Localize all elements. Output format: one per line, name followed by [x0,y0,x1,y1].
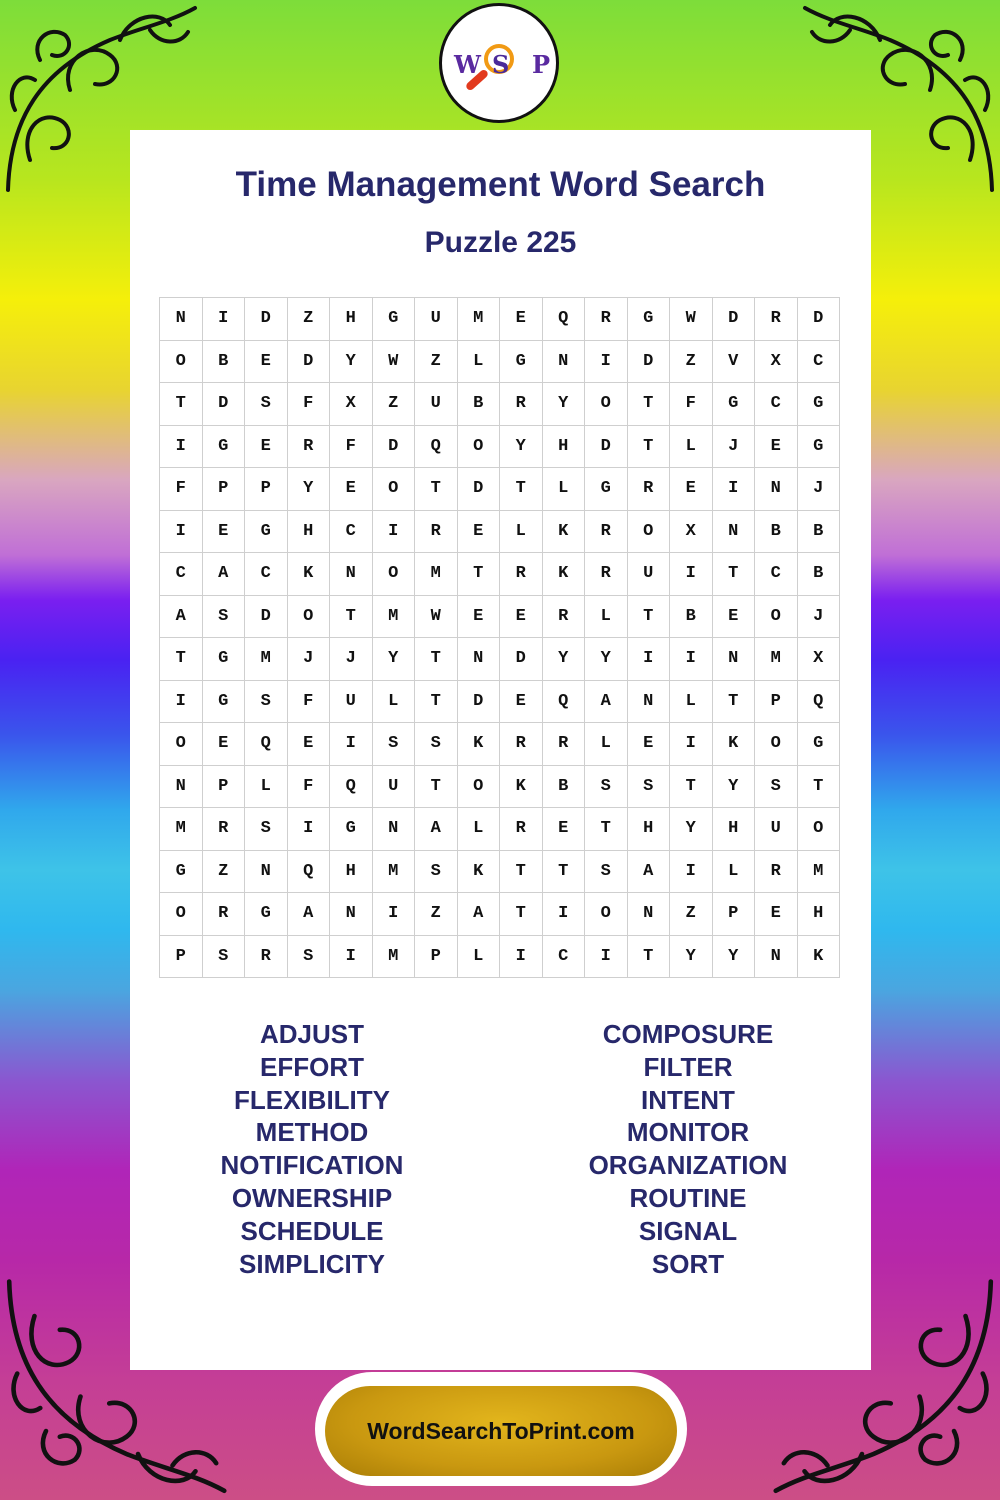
grid-cell[interactable]: W [415,596,458,639]
grid-cell[interactable]: Y [713,766,756,809]
grid-cell[interactable]: A [203,553,246,596]
page-title: Time Management Word Search [235,165,766,204]
grid-cell[interactable]: C [798,341,841,384]
word-item: NOTIFICATION [220,1150,404,1181]
grid-cell[interactable]: T [713,681,756,724]
grid-cell[interactable]: I [203,298,246,341]
grid-cell[interactable]: D [288,341,331,384]
site-link[interactable]: WordSearchToPrint.com [325,1386,677,1476]
grid-cell[interactable]: L [670,426,713,469]
grid-cell[interactable]: G [330,808,373,851]
grid-cell[interactable]: E [755,426,798,469]
grid-cell[interactable]: M [755,638,798,681]
grid-cell[interactable]: Y [500,426,543,469]
grid-cell[interactable]: Z [288,298,331,341]
grid-cell[interactable]: T [160,638,203,681]
grid-cell[interactable]: T [415,638,458,681]
grid-cell[interactable]: R [415,511,458,554]
word-item: SORT [651,1248,725,1279]
puzzle-card [130,130,871,1370]
grid-cell[interactable]: I [373,511,416,554]
grid-cell[interactable]: R [203,893,246,936]
grid-cell[interactable]: G [245,511,288,554]
grid-cell[interactable]: F [330,426,373,469]
word-item: COMPOSURE [602,1019,774,1049]
grid-cell[interactable]: B [798,553,841,596]
grid-cell[interactable]: E [713,596,756,639]
grid-cell[interactable]: M [373,936,416,979]
grid-cell[interactable]: C [160,553,203,596]
grid-cell[interactable]: S [628,766,671,809]
grid-cell[interactable]: W [670,298,713,341]
grid-cell[interactable]: N [245,851,288,894]
grid-cell[interactable]: Q [543,298,586,341]
grid-cell[interactable]: F [288,766,331,809]
grid-cell[interactable]: U [755,808,798,851]
grid-cell[interactable]: E [755,893,798,936]
grid-cell[interactable]: V [713,341,756,384]
grid-cell[interactable]: L [585,596,628,639]
grid-cell[interactable]: R [543,596,586,639]
grid-cell[interactable]: N [458,638,501,681]
grid-cell[interactable]: E [670,468,713,511]
grid-cell[interactable]: Y [330,341,373,384]
grid-cell[interactable]: J [713,426,756,469]
grid-cell[interactable]: G [500,341,543,384]
grid-cell[interactable]: L [458,936,501,979]
grid-cell[interactable]: T [628,426,671,469]
grid-cell[interactable]: K [543,553,586,596]
grid-cell[interactable]: G [798,383,841,426]
word-item: FLEXIBILITY [234,1084,390,1115]
grid-cell[interactable]: O [160,893,203,936]
word-item: ROUTINE [629,1182,747,1213]
grid-cell[interactable]: O [585,893,628,936]
grid-cell[interactable]: N [543,341,586,384]
grid-cell[interactable]: P [245,468,288,511]
grid-cell[interactable]: N [160,298,203,341]
grid-cell[interactable]: G [203,426,246,469]
grid-cell[interactable]: O [373,553,416,596]
grid-cell[interactable]: C [755,383,798,426]
grid-cell[interactable]: L [458,808,501,851]
grid-cell[interactable]: U [330,681,373,724]
grid-cell[interactable]: Z [670,341,713,384]
grid-cell[interactable]: R [585,298,628,341]
grid-cell[interactable]: E [288,723,331,766]
grid-cell[interactable]: O [458,426,501,469]
grid-cell[interactable]: X [670,511,713,554]
grid-cell[interactable]: Y [373,638,416,681]
grid-cell[interactable]: H [713,808,756,851]
word-item: SCHEDULE [240,1215,384,1246]
word-item: SIMPLICITY [239,1248,385,1279]
grid-cell[interactable]: O [628,511,671,554]
grid-cell[interactable]: E [458,596,501,639]
grid-cell[interactable]: E [203,723,246,766]
grid-cell[interactable]: F [288,383,331,426]
grid-cell[interactable]: T [500,468,543,511]
grid-cell[interactable]: R [543,723,586,766]
grid-cell[interactable]: D [245,596,288,639]
grid-cell[interactable]: J [798,468,841,511]
grid-cell[interactable]: A [585,681,628,724]
grid-cell[interactable]: T [500,893,543,936]
grid-cell[interactable]: H [330,851,373,894]
grid-cell[interactable]: Y [670,808,713,851]
word-list-left [162,1018,462,1280]
word-item: SIGNAL [638,1215,738,1246]
grid-cell[interactable]: U [415,383,458,426]
grid-cell[interactable]: I [628,638,671,681]
grid-cell[interactable]: B [458,383,501,426]
grid-cell[interactable]: D [458,468,501,511]
grid-cell[interactable]: G [203,638,246,681]
grid-cell[interactable]: B [755,511,798,554]
grid-cell[interactable]: I [670,553,713,596]
grid-cell[interactable]: B [543,766,586,809]
grid-cell[interactable]: P [415,936,458,979]
grid-cell[interactable]: N [330,553,373,596]
word-item: OWNERSHIP [231,1182,393,1213]
grid-cell[interactable]: Y [543,383,586,426]
grid-cell[interactable]: I [160,511,203,554]
grid-cell[interactable]: Q [798,681,841,724]
footer-badge [315,1372,687,1486]
grid-cell[interactable]: D [500,638,543,681]
grid-cell[interactable]: D [458,681,501,724]
grid-cell[interactable]: Q [288,851,331,894]
grid-cell[interactable]: X [330,383,373,426]
grid-cell[interactable]: P [160,936,203,979]
grid-cell[interactable]: D [585,426,628,469]
grid-cell[interactable]: N [628,681,671,724]
grid-cell[interactable]: G [245,893,288,936]
grid-cell[interactable]: E [203,511,246,554]
grid-cell[interactable]: Z [415,893,458,936]
grid-cell[interactable]: B [798,511,841,554]
grid-cell[interactable]: K [543,511,586,554]
grid-cell[interactable]: T [415,766,458,809]
grid-cell[interactable]: R [500,723,543,766]
grid-cell[interactable]: N [713,638,756,681]
grid-cell[interactable]: S [245,681,288,724]
grid-cell[interactable]: I [670,723,713,766]
grid-cell[interactable]: K [500,766,543,809]
grid-cell[interactable]: S [373,723,416,766]
grid-cell[interactable]: T [628,383,671,426]
grid-cell[interactable]: T [628,936,671,979]
grid-cell[interactable]: S [203,596,246,639]
grid-cell[interactable]: M [160,808,203,851]
grid-cell[interactable]: H [288,511,331,554]
grid-cell[interactable]: E [500,681,543,724]
grid-cell[interactable]: S [415,723,458,766]
grid-cell[interactable]: H [330,298,373,341]
grid-cell[interactable]: S [415,851,458,894]
grid-cell[interactable]: T [543,851,586,894]
grid-cell[interactable]: N [330,893,373,936]
grid-cell[interactable]: C [543,936,586,979]
grid-cell[interactable]: G [373,298,416,341]
grid-cell[interactable]: M [245,638,288,681]
grid-cell[interactable]: C [330,511,373,554]
grid-cell[interactable]: B [203,341,246,384]
grid-cell[interactable]: C [245,553,288,596]
grid-cell[interactable]: Y [585,638,628,681]
grid-cell[interactable]: N [373,808,416,851]
grid-cell[interactable]: I [670,851,713,894]
grid-cell[interactable]: C [755,553,798,596]
grid-cell[interactable]: R [245,936,288,979]
grid-cell[interactable]: G [798,723,841,766]
grid-cell[interactable]: T [458,553,501,596]
grid-cell[interactable]: L [713,851,756,894]
grid-cell[interactable]: G [628,298,671,341]
grid-cell[interactable]: L [670,681,713,724]
grid-cell[interactable]: Q [543,681,586,724]
grid-cell[interactable]: T [500,851,543,894]
word-list-right [538,1018,838,1280]
grid-cell[interactable]: Z [670,893,713,936]
grid-cell[interactable]: I [500,936,543,979]
grid-cell[interactable]: O [160,341,203,384]
logo-letter-s: S [492,50,510,79]
grid-cell[interactable]: E [330,468,373,511]
grid-cell[interactable]: R [628,468,671,511]
grid-cell[interactable]: U [373,766,416,809]
grid-cell[interactable]: L [585,723,628,766]
grid-cell[interactable]: E [245,341,288,384]
grid-cell[interactable]: T [670,766,713,809]
grid-cell[interactable]: A [160,596,203,639]
grid-cell[interactable]: Q [415,426,458,469]
grid-cell[interactable]: G [798,426,841,469]
grid-cell[interactable]: K [798,936,841,979]
grid-cell[interactable]: Y [543,638,586,681]
grid-cell[interactable]: I [543,893,586,936]
grid-cell[interactable]: I [330,936,373,979]
grid-cell[interactable]: T [415,681,458,724]
grid-cell[interactable]: S [585,766,628,809]
grid-cell[interactable]: P [755,681,798,724]
grid-cell[interactable]: X [798,638,841,681]
word-item: FILTER [643,1051,733,1082]
wsp-logo[interactable] [439,3,559,123]
grid-cell[interactable]: F [670,383,713,426]
word-item: EFFORT [260,1051,364,1082]
grid-cell[interactable]: L [245,766,288,809]
grid-cell[interactable]: P [203,468,246,511]
grid-cell[interactable]: S [245,808,288,851]
grid-cell[interactable]: G [585,468,628,511]
grid-cell[interactable]: B [670,596,713,639]
grid-cell[interactable]: D [203,383,246,426]
grid-cell[interactable]: O [373,468,416,511]
grid-cell[interactable]: S [585,851,628,894]
grid-cell[interactable]: N [755,468,798,511]
grid-cell[interactable]: I [585,341,628,384]
grid-cell[interactable]: N [628,893,671,936]
grid-cell[interactable]: E [628,723,671,766]
grid-cell[interactable]: T [160,383,203,426]
grid-cell[interactable]: Z [415,341,458,384]
grid-cell[interactable]: Q [245,723,288,766]
word-item: INTENT [641,1084,735,1115]
grid-cell[interactable]: L [373,681,416,724]
grid-cell[interactable]: J [330,638,373,681]
grid-cell[interactable]: K [288,553,331,596]
grid-cell[interactable]: H [628,808,671,851]
grid-cell[interactable]: R [500,808,543,851]
grid-cell[interactable]: T [798,766,841,809]
grid-cell[interactable]: R [755,851,798,894]
grid-cell[interactable]: D [713,298,756,341]
grid-cell[interactable]: R [585,511,628,554]
grid-cell[interactable]: A [458,893,501,936]
grid-cell[interactable]: K [458,851,501,894]
word-item: METHOD [255,1117,369,1148]
grid-cell[interactable]: K [713,723,756,766]
grid-cell[interactable]: U [415,298,458,341]
word-item: ADJUST [259,1019,364,1049]
grid-cell[interactable]: A [628,851,671,894]
grid-cell[interactable]: T [628,596,671,639]
grid-cell[interactable]: R [755,298,798,341]
grid-cell[interactable]: Y [713,936,756,979]
grid-cell[interactable]: O [585,383,628,426]
logo-letter-w: W [454,50,481,79]
grid-cell[interactable]: G [160,851,203,894]
grid-cell[interactable]: T [415,468,458,511]
grid-cell[interactable]: S [755,766,798,809]
grid-cell[interactable]: I [160,681,203,724]
grid-cell[interactable]: O [755,723,798,766]
grid-cell[interactable]: E [500,298,543,341]
grid-cell[interactable]: D [245,298,288,341]
grid-cell[interactable]: H [798,893,841,936]
grid-cell[interactable]: L [543,468,586,511]
grid-cell[interactable]: O [798,808,841,851]
grid-cell[interactable]: P [713,893,756,936]
grid-cell[interactable]: N [160,766,203,809]
grid-cell[interactable]: I [330,723,373,766]
puzzle-number: Puzzle 225 [424,226,577,259]
grid-cell[interactable]: M [373,596,416,639]
grid-cell[interactable]: X [755,341,798,384]
word-item: MONITOR [626,1117,750,1148]
grid-cell[interactable]: O [755,596,798,639]
grid-cell[interactable]: N [713,511,756,554]
grid-cell[interactable]: T [585,808,628,851]
grid-cell[interactable]: I [288,808,331,851]
grid-cell[interactable]: L [458,341,501,384]
grid-cell[interactable]: E [458,511,501,554]
grid-cell[interactable]: Q [330,766,373,809]
letter-grid [159,297,840,978]
grid-cell[interactable]: S [203,936,246,979]
grid-cell[interactable]: M [458,298,501,341]
grid-cell[interactable]: I [373,893,416,936]
grid-cell[interactable]: R [288,426,331,469]
grid-cell[interactable]: O [160,723,203,766]
grid-cell[interactable]: Y [670,936,713,979]
grid-cell[interactable]: I [585,936,628,979]
grid-cell[interactable]: E [500,596,543,639]
grid-cell[interactable]: D [373,426,416,469]
grid-cell[interactable]: S [245,383,288,426]
grid-cell[interactable]: I [670,638,713,681]
grid-cell[interactable]: W [373,341,416,384]
grid-cell[interactable]: T [713,553,756,596]
grid-cell[interactable]: O [288,596,331,639]
grid-cell[interactable]: E [245,426,288,469]
grid-cell[interactable]: M [415,553,458,596]
grid-cell[interactable]: G [713,383,756,426]
grid-cell[interactable]: J [288,638,331,681]
grid-cell[interactable]: P [203,766,246,809]
grid-cell[interactable]: Z [373,383,416,426]
grid-cell[interactable]: M [373,851,416,894]
grid-cell[interactable]: E [543,808,586,851]
grid-cell[interactable]: Y [288,468,331,511]
grid-cell[interactable]: D [798,298,841,341]
grid-cell[interactable]: R [585,553,628,596]
grid-cell[interactable]: Z [203,851,246,894]
grid-cell[interactable]: M [798,851,841,894]
word-item: ORGANIZATION [588,1150,788,1181]
grid-cell[interactable]: N [755,936,798,979]
grid-cell[interactable]: L [500,511,543,554]
grid-cell[interactable]: R [500,383,543,426]
grid-cell[interactable]: I [713,468,756,511]
grid-cell[interactable]: U [628,553,671,596]
grid-cell[interactable]: O [458,766,501,809]
grid-cell[interactable]: T [330,596,373,639]
grid-cell[interactable]: A [415,808,458,851]
grid-cell[interactable]: F [288,681,331,724]
grid-cell[interactable]: G [203,681,246,724]
grid-cell[interactable]: A [288,893,331,936]
grid-cell[interactable]: I [160,426,203,469]
grid-cell[interactable]: S [288,936,331,979]
grid-cell[interactable]: R [203,808,246,851]
grid-cell[interactable]: H [543,426,586,469]
grid-cell[interactable]: K [458,723,501,766]
logo-letter-p: P [532,50,551,79]
grid-cell[interactable]: F [160,468,203,511]
grid-cell[interactable]: R [500,553,543,596]
grid-cell[interactable]: J [798,596,841,639]
grid-cell[interactable]: D [628,341,671,384]
